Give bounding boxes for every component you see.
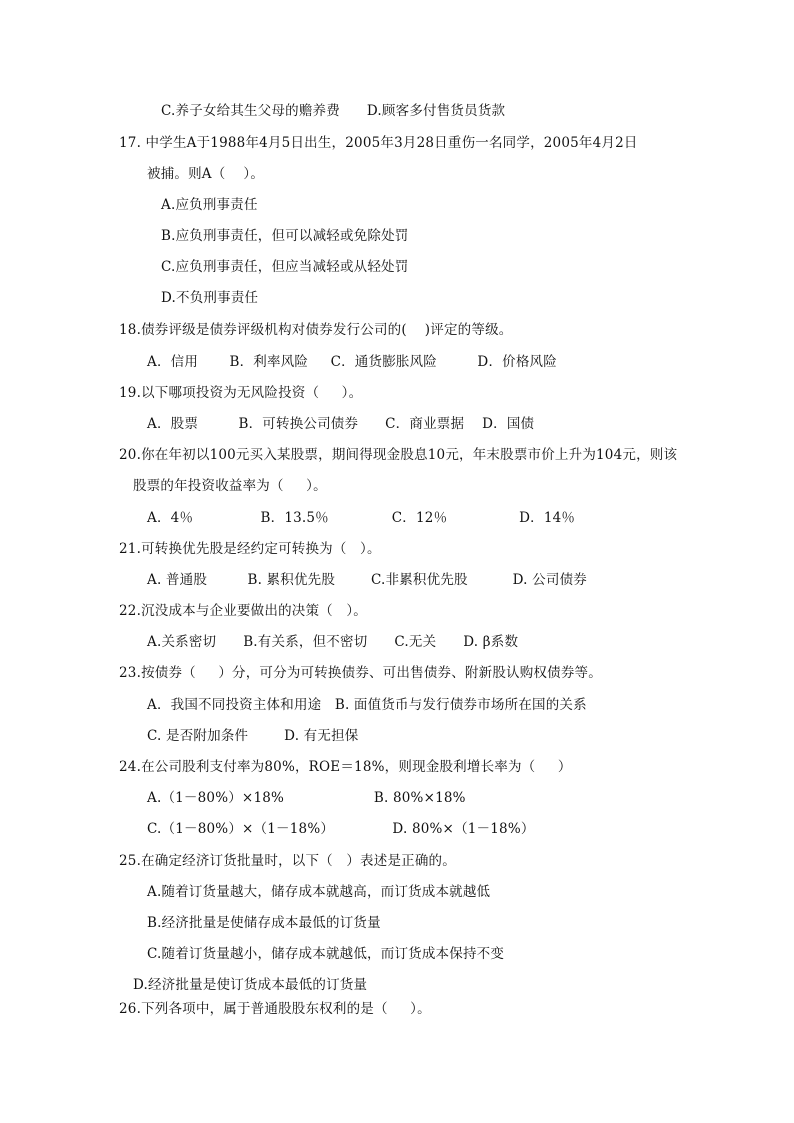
q21-options: A. 普通股 B. 累积优先股 C.非累积优先股 D. 公司债券: [147, 572, 587, 588]
q19-options: A．股票 B．可转换公司债券 C．商业票据 D．国债: [147, 416, 535, 432]
q23-stem: 23.按债券（ ）分，可分为可转换债券、可出售债券、附新股认购权债券等。: [119, 665, 602, 681]
q25-stem: 25.在确定经济订货批量时，以下（ ）表述是正确的。: [119, 853, 456, 869]
q17-option-a: A.应负刑事责任: [161, 197, 258, 213]
q20-stem: 20.你在年初以100元买入某股票，期间得现金股息10元，年末股票市价上升为104元，则该: [119, 447, 678, 463]
q22-stem: 22.沉没成本与企业要做出的决策（ ）。: [119, 603, 367, 619]
q25-option-d: D.经济批量是使订货成本最低的订货量: [133, 977, 368, 993]
q25-option-c: C.随着订货量越小，储存成本就越低，而订货成本保持不变: [147, 946, 505, 962]
q17-option-b: B.应负刑事责任，但可以减轻或免除处罚: [161, 228, 409, 244]
q18-options: A．信用 B．利率风险 C．通货膨胀风险 D．价格风险: [147, 354, 557, 370]
q25-option-a: A.随着订货量越大，储存成本就越高，而订货成本就越低: [147, 884, 491, 900]
q17-option-c: C.应负刑事责任，但应当减轻或从轻处罚: [161, 259, 409, 275]
q23-options-cd: C. 是否附加条件 D. 有无担保: [147, 728, 359, 744]
q24-options-ab: A.（1－80%）×18% B. 80%×18%: [147, 790, 466, 806]
q17-option-d: D.不负刑事责任: [161, 290, 259, 306]
q19-stem: 19.以下哪项投资为无风险投资（ ）。: [119, 385, 363, 401]
q16-options-cd: C.养子女给其生父母的赡养费 D.顾客多付售货员货款: [161, 103, 506, 119]
q22-options: A.关系密切 B.有关系，但不密切 C.无关 D. β系数: [147, 634, 519, 650]
q21-stem: 21.可转换优先股是经约定可转换为（ ）。: [119, 541, 381, 557]
q20-options: A．4％ B．13.5％ C．12％ D．14％: [147, 510, 576, 526]
q24-stem: 24.在公司股利支付率为80%，ROE＝18%，则现金股利增长率为（ ）: [119, 759, 572, 775]
q26-stem: 26.下列各项中，属于普通股股东权利的是（ ）。: [119, 1001, 431, 1017]
q23-options-ab: A．我国不同投资主体和用途 B. 面值货币与发行债券市场所在国的关系: [147, 697, 587, 713]
q20-stem-cont: 股票的年投资收益率为（ ）。: [133, 478, 327, 494]
q25-option-b: B.经济批量是使储存成本最低的订货量: [147, 915, 381, 931]
q18-stem: 18.债券评级是债券评级机构对债券发行公司的( )评定的等级。: [119, 322, 513, 338]
q24-options-cd: C.（1－80%）×（1－18%） D. 80%×（1－18%）: [147, 821, 535, 837]
q17-stem: 17. 中学生A于1988年4月5日出生，2005年3月28日重伤一名同学，2005年4月2日: [119, 135, 638, 151]
q17-stem-cont: 被捕。则A（ ）。: [147, 166, 265, 182]
